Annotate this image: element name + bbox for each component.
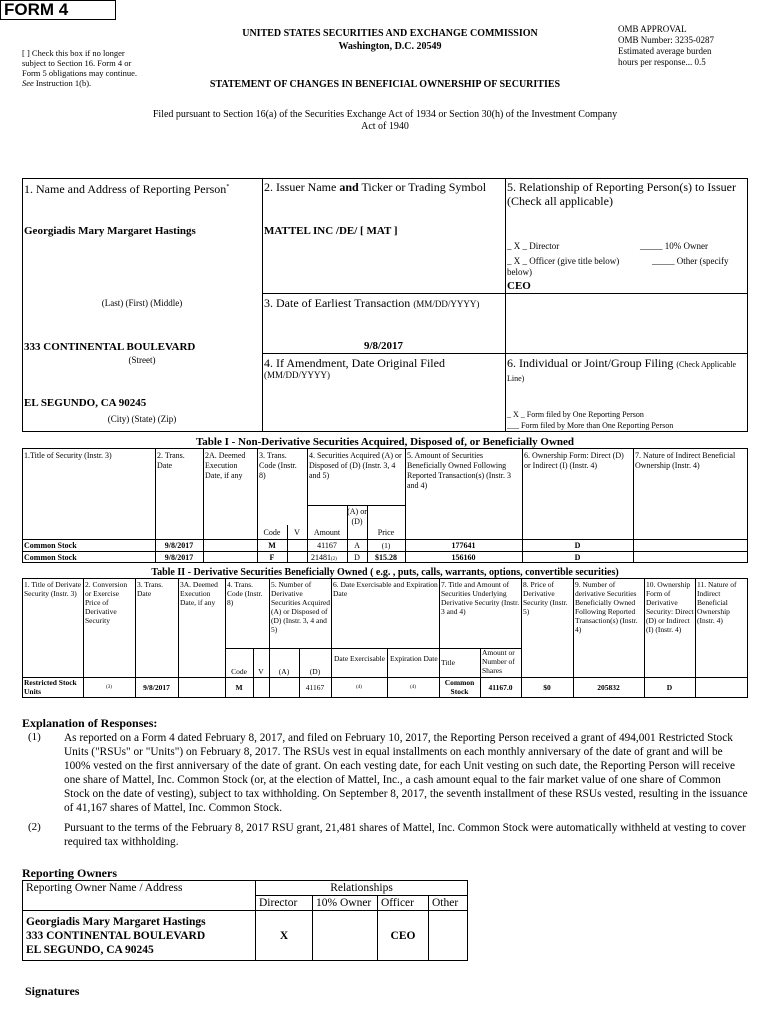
omb-line-4: hours per response... 0.5 bbox=[618, 57, 706, 67]
row-price: $15.28 bbox=[375, 553, 397, 562]
t2-h3a: 3A. Deemed Execution Date, if any bbox=[180, 580, 218, 607]
row-und-title: Common Stock bbox=[444, 678, 475, 696]
footnote-2: Pursuant to the terms of the February 8, 2017 RSU grant, 21,481 shares of Mattel, Inc. Common Stock were automatically withheld at vesting to cover required tax withholding. bbox=[64, 822, 746, 848]
explanation-title: Explanation of Responses: bbox=[22, 716, 158, 730]
t1-h4: 4. Securities Acquired (A) or Disposed of (D) (Instr. 3, 4 and 5) bbox=[309, 451, 402, 480]
table2-title: Table II - Derivative Securities Beneficially Owned ( e.g. , puts, calls, warrants, options, convertible securities) bbox=[151, 567, 619, 578]
relationship-ten-pct: _____ 10% Owner bbox=[640, 241, 708, 251]
relationship-director: _ X _ Director bbox=[507, 241, 560, 251]
t2-sub-exp: Expiration Date bbox=[390, 654, 438, 663]
row-form: D bbox=[574, 541, 581, 550]
owners-col-director: Director bbox=[256, 896, 313, 911]
row-amount: 21481(2) bbox=[311, 553, 337, 562]
section2-label: 2. Issuer Name and Ticker or Trading Symbol bbox=[264, 180, 487, 194]
t1-h2a: 2A. Deemed Execution Date, if any bbox=[205, 451, 246, 480]
street-caption: (Street) bbox=[128, 355, 156, 365]
filing-more-persons: ___ Form filed by More than One Reporting Person bbox=[507, 421, 674, 430]
t2-h11: 11. Nature of Indirect Beneficial Ownership (Instr. 4) bbox=[697, 580, 737, 625]
filed-pursuant: Filed pursuant to Section 16(a) of the Securities Exchange Act of 1934 or Section 30(h) of the Investment Company Act of 1940 bbox=[152, 109, 618, 132]
t2-h4: 4. Trans. Code (Instr. 8) bbox=[227, 580, 263, 607]
owner-officer: CEO bbox=[378, 911, 429, 961]
owner-ten bbox=[313, 911, 378, 961]
omb-approval bbox=[618, 24, 758, 68]
section4-label: 4. If Amendment, Date Original Filed (MM/DD/YYYY) bbox=[264, 356, 445, 380]
row-title: Common Stock bbox=[24, 541, 77, 550]
row-owned: 177641 bbox=[451, 541, 476, 550]
t2-h10: 10. Ownership Form of Derivative Security: Direct (D) or Indirect (I) (Instr. 4) bbox=[646, 580, 694, 634]
owners-col-officer: Officer bbox=[378, 896, 429, 911]
t2-sub-amount: Amount or Number of Shares bbox=[482, 648, 515, 675]
row-date: 9/8/2017 bbox=[164, 541, 194, 550]
row-date-ex: (4) bbox=[356, 685, 362, 690]
see-text: See bbox=[22, 78, 34, 88]
agency-name: UNITED STATES SECURITIES AND EXCHANGE COMMISSION bbox=[242, 28, 538, 39]
t1-sub-aord: (A) or (D) bbox=[347, 507, 367, 526]
t2-h6: 6. Date Exercisable and Expiration Date bbox=[333, 580, 438, 598]
row-code: M bbox=[235, 683, 243, 692]
t2-sub-date-ex: Date Exercisable bbox=[334, 654, 386, 663]
reporting-person-name: Georgiadis Mary Margaret Hastings bbox=[24, 225, 196, 237]
row-date: 9/8/2017 bbox=[164, 553, 194, 562]
footnote-1-number: (1) bbox=[28, 731, 41, 743]
row-title: Restricted Stock Units bbox=[24, 678, 77, 696]
check-box-notice bbox=[22, 48, 150, 88]
row-code: M bbox=[268, 541, 276, 550]
t2-h5: 5. Number of Derivative Securities Acquired (A) or Disposed of (D) (Instr. 3, 4 and 5) bbox=[271, 580, 330, 634]
row-form: D bbox=[666, 683, 673, 692]
issuer-name: MATTEL INC /DE/ [ MAT ] bbox=[264, 225, 398, 237]
t2-sub-d: (D) bbox=[309, 667, 321, 676]
row-conv: (3) bbox=[106, 685, 112, 690]
t1-sub-price: Price bbox=[377, 528, 395, 537]
row-code: F bbox=[269, 553, 275, 562]
owners-title: Reporting Owners bbox=[22, 866, 117, 880]
relationship-other: _____ Other (specify below) bbox=[507, 256, 729, 277]
omb-line-2: OMB Number: 3235-0287 bbox=[618, 35, 714, 45]
t1-sub-v: V bbox=[294, 528, 300, 537]
row-und-amount: 41167.0 bbox=[488, 683, 513, 692]
t1-h3: 3. Trans. Code (Instr. 8) bbox=[259, 451, 297, 480]
earliest-transaction-date: 9/8/2017 bbox=[363, 340, 404, 352]
owners-col-name: Reporting Owner Name / Address bbox=[23, 881, 256, 896]
t1-h6: 6. Ownership Form: Direct (D) or Indirect (I) (Instr. 4) bbox=[524, 451, 624, 470]
omb-line-1: OMB APPROVAL bbox=[618, 24, 687, 34]
row-price: $0 bbox=[543, 683, 551, 692]
row-owned: 156160 bbox=[451, 553, 476, 562]
row-exp: (4) bbox=[410, 685, 416, 690]
section6-label: 6. Individual or Joint/Group Filing (Check Applicable Line) bbox=[507, 356, 737, 383]
omb-line-3: Estimated average burden bbox=[618, 46, 712, 56]
t2-sub-a: (A) bbox=[278, 667, 290, 676]
t2-sub-code: Code bbox=[231, 667, 247, 676]
t2-h7: 7. Title and Amount of Securities Underlying Derivative Security (Instr. 3 and 4) bbox=[441, 580, 520, 616]
owners-table bbox=[22, 880, 468, 961]
t2-h9: 9. Number of derivative Securities Beneficially Owned Following Reported Transaction(s) (Instr. 4) bbox=[575, 580, 638, 634]
relationship-officer: _ X _ Officer (give title below) bbox=[507, 256, 620, 266]
t2-sub-title: Title bbox=[441, 658, 455, 667]
t2-h2: 2. Conversion or Exercise Price of Derivative Security bbox=[85, 580, 128, 625]
owner-other bbox=[429, 911, 468, 961]
city-caption: (City) (State) (Zip) bbox=[107, 414, 177, 424]
t1-h1: 1.Title of Security (Instr. 3) bbox=[24, 451, 112, 460]
t2-h3: 3. Trans. Date bbox=[137, 580, 164, 598]
t1-sub-code: Code bbox=[263, 528, 281, 537]
owners-relationships: Relationships bbox=[256, 881, 468, 896]
t1-h7: 7. Nature of Indirect Beneficial Ownership (Instr. 4) bbox=[635, 451, 736, 470]
table1-title: Table I - Non-Derivative Securities Acquired, Disposed of, or Beneficially Owned bbox=[195, 436, 575, 448]
reporting-person-city: EL SEGUNDO, CA 90245 bbox=[24, 397, 147, 409]
name-caption: (Last) (First) (Middle) bbox=[101, 298, 183, 308]
owner-name-address: Georgiadis Mary Margaret Hastings 333 CONTINENTAL BOULEVARD EL SEGUNDO, CA 90245 bbox=[23, 911, 256, 961]
t2-sub-v: V bbox=[258, 667, 264, 676]
t2-h8: 8. Price of Derivative Security (Instr. 5) bbox=[523, 580, 568, 616]
filing-one-person: _ X _ Form filed by One Reporting Person bbox=[507, 410, 644, 419]
instruction-text: Instruction 1(b). bbox=[35, 78, 92, 88]
form-title: FORM 4 bbox=[0, 0, 116, 20]
t1-h5: 5. Amount of Securities Beneficially Owned Following Reported Transaction(s) (Instr. 3 and 4) bbox=[407, 451, 511, 490]
section1-label: 1. Name and Address of Reporting Person* bbox=[24, 182, 230, 196]
owner-director: X bbox=[256, 911, 313, 961]
agency-city: Washington, D.C. 20549 bbox=[338, 41, 442, 52]
statement-title: STATEMENT OF CHANGES IN BENEFICIAL OWNERSHIP OF SECURITIES bbox=[209, 79, 561, 90]
t2-h1: 1. Title of Derivate Security (Instr. 3) bbox=[24, 580, 82, 598]
row-aord: D bbox=[354, 553, 360, 562]
t1-sub-amount: Amount bbox=[313, 528, 341, 537]
row-title: Common Stock bbox=[24, 553, 77, 562]
footnote-1: As reported on a Form 4 dated February 8, 2017, and filed on February 10, 2017, the Reporting Person received a grant of 494,001 Restricted Stock Units ("RSUs" or "Units") on February 8, 2017. The RSUs vest in equal installments on each monthly anniversary of the date of grant and will be 100% vested on the first anniversary of the date of grant. On each vesting date, for each Unit vesting on such date, the Reporting Person will receive one share of Mattel, Inc. Common Stock (or, at the election of Mattel, Inc., a cash amount equal to the fair market value of one share of Common Stock on the date of vesting), subject to tax withholding. On September 8, 2017, the seventh installment of these RSUs vested, resulting in the issuance of 41,167 shares of Mattel, Inc. Common Stock. bbox=[64, 732, 748, 814]
footnote-2-number: (2) bbox=[28, 821, 41, 833]
t1-h2: 2. Trans. Date bbox=[157, 451, 185, 470]
check-box-text: [ ] Check this box if no longer subject to Section 16. Form 4 or Form 5 obligations may continue. bbox=[22, 48, 137, 78]
signatures-title: Signatures bbox=[25, 984, 80, 998]
owners-col-10: 10% Owner bbox=[313, 896, 378, 911]
officer-title: CEO bbox=[507, 280, 531, 292]
row-aord: A bbox=[354, 541, 360, 550]
row-price: (1) bbox=[381, 541, 391, 550]
row-amount: 41167 bbox=[317, 541, 337, 550]
owners-col-other: Other bbox=[429, 896, 468, 911]
section3-label: 3. Date of Earliest Transaction (MM/DD/YYYY) bbox=[264, 296, 480, 310]
reporting-person-street: 333 CONTINENTAL BOULEVARD bbox=[24, 341, 196, 353]
row-date: 9/8/2017 bbox=[143, 683, 170, 692]
row-form: D bbox=[574, 553, 581, 562]
row-d: 41167 bbox=[305, 683, 325, 692]
row-owned: 205832 bbox=[597, 683, 620, 692]
section5-label: 5. Relationship of Reporting Person(s) to Issuer (Check all applicable) bbox=[507, 180, 736, 208]
